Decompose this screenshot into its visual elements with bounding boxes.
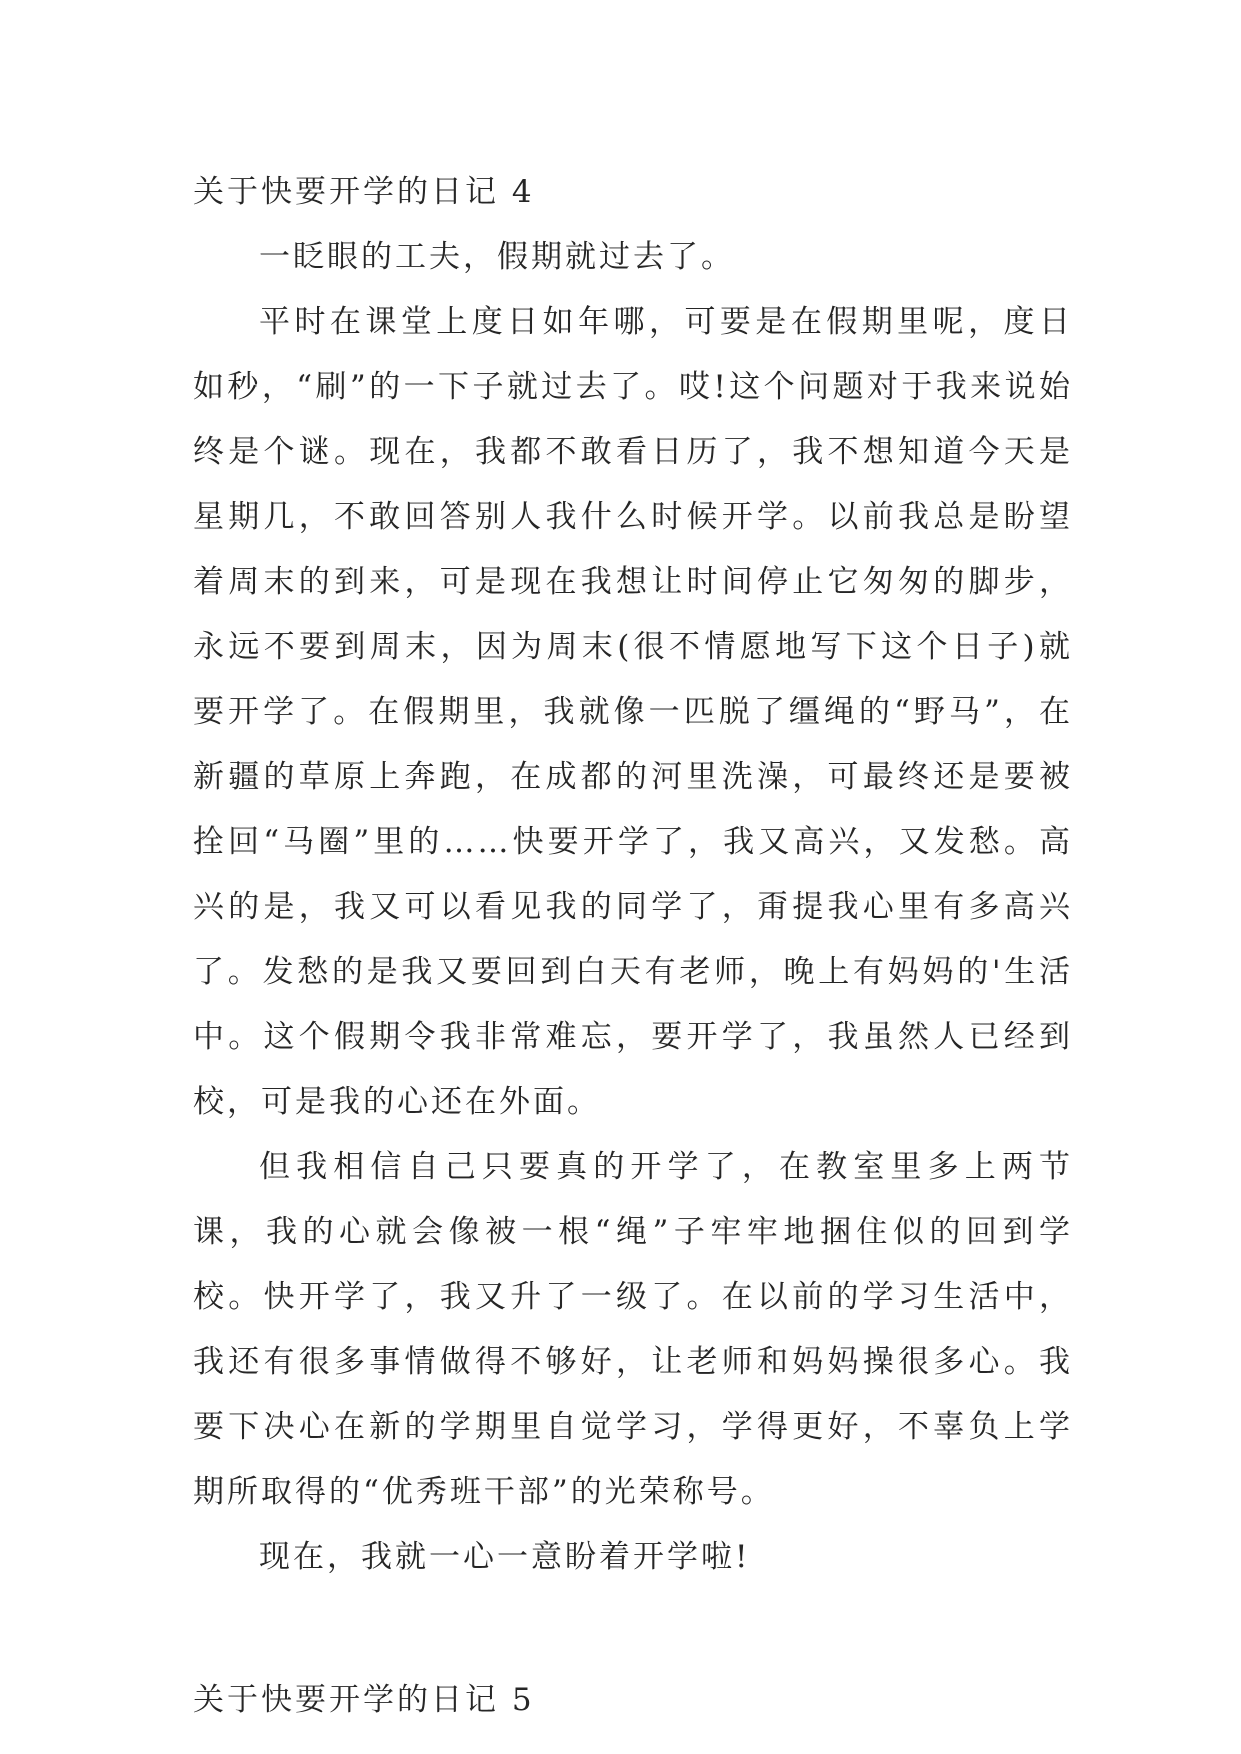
section-4-paragraph-3: 但我相信自己只要真的开学了，在教室里多上两节课，我的心就会像被一根“绳”子牢牢地捆住似的回到学校。快开学了，我又升了一级了。在以前的学习生活中，我还有很多事情做得不够好，让老师和妈妈操很多心。我要下决心在新的学期里自觉学习，学得更好，不辜负上学期所取得的“优秀班干部”的光荣称号。 bbox=[193, 1149, 1073, 1510]
section-divider-space bbox=[193, 1590, 1073, 1668]
section-4-title: 关于快要开学的日记 4 bbox=[193, 174, 535, 210]
section-4-paragraph-1: 一眨眼的工夫，假期就过去了。 bbox=[259, 239, 735, 275]
section-4-paragraph-4: 现在，我就一心一意盼着开学啦! bbox=[259, 1539, 751, 1575]
document-body bbox=[193, 160, 1073, 1733]
section-4-paragraph-2: 平时在课堂上度日如年哪，可要是在假期里呢，度日如秒，“刷”的一下子就过去了。哎!这个问题对于我来说始终是个谜。现在，我都不敢看日历了，我不想知道今天是星期几，不敢回答别人我什么时候开学。以前我总是盼望着周末的到来，可是现在我想让时间停止它匆匆的脚步，永远不要到周末，因为周末(很不情愿地写下这个日子)就要开学了。在假期里，我就像一匹脱了缰绳的“野马”，在新疆的草原上奔跑，在成都的河里洗澡，可最终还是要被拴回“马圈”里的……快要开学了，我又高兴，又发愁。高兴的是，我又可以看见我的同学了，甭提我心里有多高兴了。发愁的是我又要回到白天有老师，晚上有妈妈的'生活中。这个假期令我非常难忘，要开学了，我虽然人已经到校，可是我的心还在外面。 bbox=[193, 304, 1073, 1120]
section-5-title: 关于快要开学的日记 5 bbox=[193, 1682, 535, 1718]
